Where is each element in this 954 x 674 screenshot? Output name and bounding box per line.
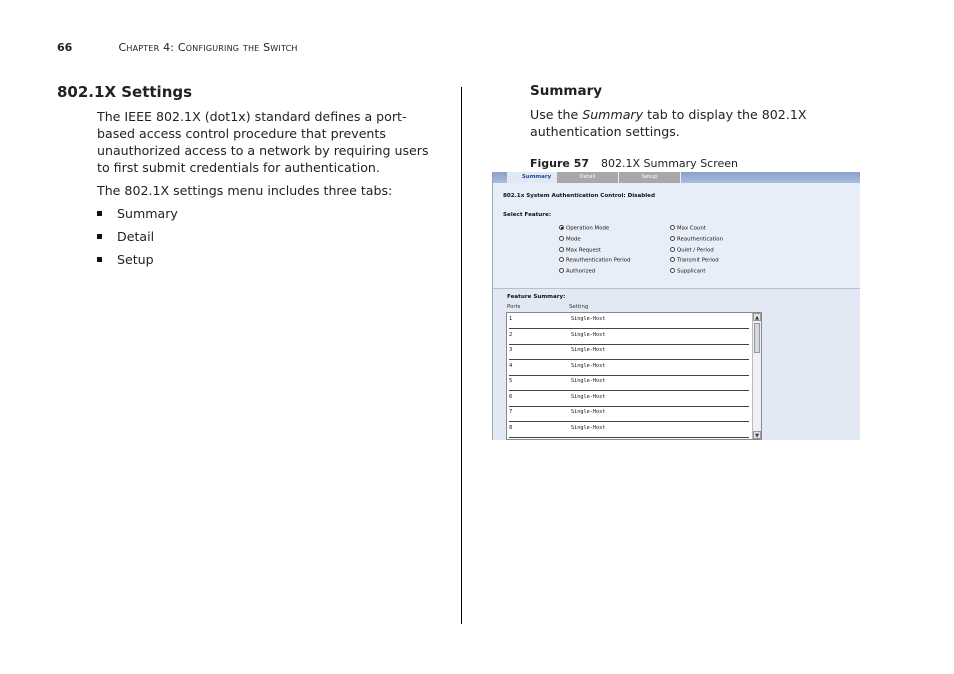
page-number: 66 [57, 41, 73, 54]
scroll-thumb[interactable] [754, 323, 760, 353]
scroll-down-icon[interactable]: ▼ [753, 431, 761, 439]
list-item: Setup [97, 251, 437, 268]
section-title: 802.1X Settings [57, 83, 193, 101]
left-column [57, 83, 437, 274]
tab-setup[interactable]: Setup [619, 172, 681, 183]
tab-list [97, 205, 437, 268]
figure-title: 802.1X Summary Screen [601, 157, 739, 170]
radio-icon [559, 247, 564, 252]
summary-paragraph: Use the Summary tab to display the 802.1X authentication settings. [530, 107, 807, 139]
col-header-ports: Ports [507, 304, 521, 310]
radio-icon [559, 236, 564, 241]
table-row: 8 Single-Host [509, 423, 749, 438]
radio-icon [670, 225, 675, 230]
radio-supplicant[interactable]: Supplicant [670, 268, 705, 275]
figure-label: Figure 57 [530, 157, 590, 170]
radio-icon [670, 257, 675, 262]
radio-mode[interactable]: Mode [559, 236, 581, 243]
table-row: 3 Single-Host [509, 345, 749, 360]
radio-icon [670, 268, 675, 273]
radio-max-request[interactable]: Max Request [559, 247, 601, 254]
radio-operation-mode[interactable]: Operation Mode [559, 225, 609, 232]
feature-summary-label: Feature Summary: [507, 294, 566, 300]
radio-authorized[interactable]: Authorized [559, 268, 595, 275]
figure-caption [530, 157, 738, 170]
radio-quiet-period[interactable]: Quiet / Period [670, 247, 714, 254]
table-row: 7 Single-Host [509, 407, 749, 422]
radio-icon [559, 268, 564, 273]
tab-summary[interactable]: Summary [507, 172, 567, 183]
select-feature-label: Select Feature: [503, 212, 552, 218]
radio-max-count[interactable]: Max Count [670, 225, 706, 232]
chapter-title: Chapter 4: Configuring the Switch [118, 41, 298, 54]
column-divider [461, 87, 462, 624]
radio-icon [670, 236, 675, 241]
page-header [57, 41, 298, 54]
table-row: 1 Single-Host [509, 314, 749, 329]
subsection-title: Summary [530, 83, 603, 99]
radio-selected-icon [559, 225, 564, 230]
radio-icon [559, 257, 564, 262]
table-row: 4 Single-Host [509, 361, 749, 376]
table-row: 5 Single-Host [509, 376, 749, 391]
table-row: 6 Single-Host [509, 392, 749, 407]
list-item: Detail [97, 228, 437, 245]
right-column [530, 83, 860, 140]
table-scrollbar[interactable] [752, 313, 761, 439]
tabs-paragraph: The 802.1X settings menu includes three tabs: [97, 183, 393, 198]
col-header-setting: Setting [569, 304, 589, 310]
tab-detail[interactable]: Detail [557, 172, 619, 183]
list-item: Summary [97, 205, 437, 222]
summary-screenshot [492, 172, 860, 440]
radio-reauthentication[interactable]: Reauthentication [670, 236, 723, 243]
tab-bar [493, 172, 860, 183]
radio-icon [670, 247, 675, 252]
intro-paragraph: The IEEE 802.1X (dot1x) standard defines a port-based access control procedure that prevents unauthorized access to a network by requiring users to first submit credentials for authentication. [97, 109, 429, 175]
system-auth-status: 802.1x System Authentication Control: Disabled [503, 193, 655, 199]
radio-transmit-period[interactable]: Transmit Period [670, 257, 719, 264]
scroll-up-icon[interactable]: ▲ [753, 313, 761, 321]
summary-table [506, 312, 762, 440]
radio-reauth-period[interactable]: Reauthentication Period [559, 257, 631, 264]
table-row: 2 Single-Host [509, 330, 749, 345]
